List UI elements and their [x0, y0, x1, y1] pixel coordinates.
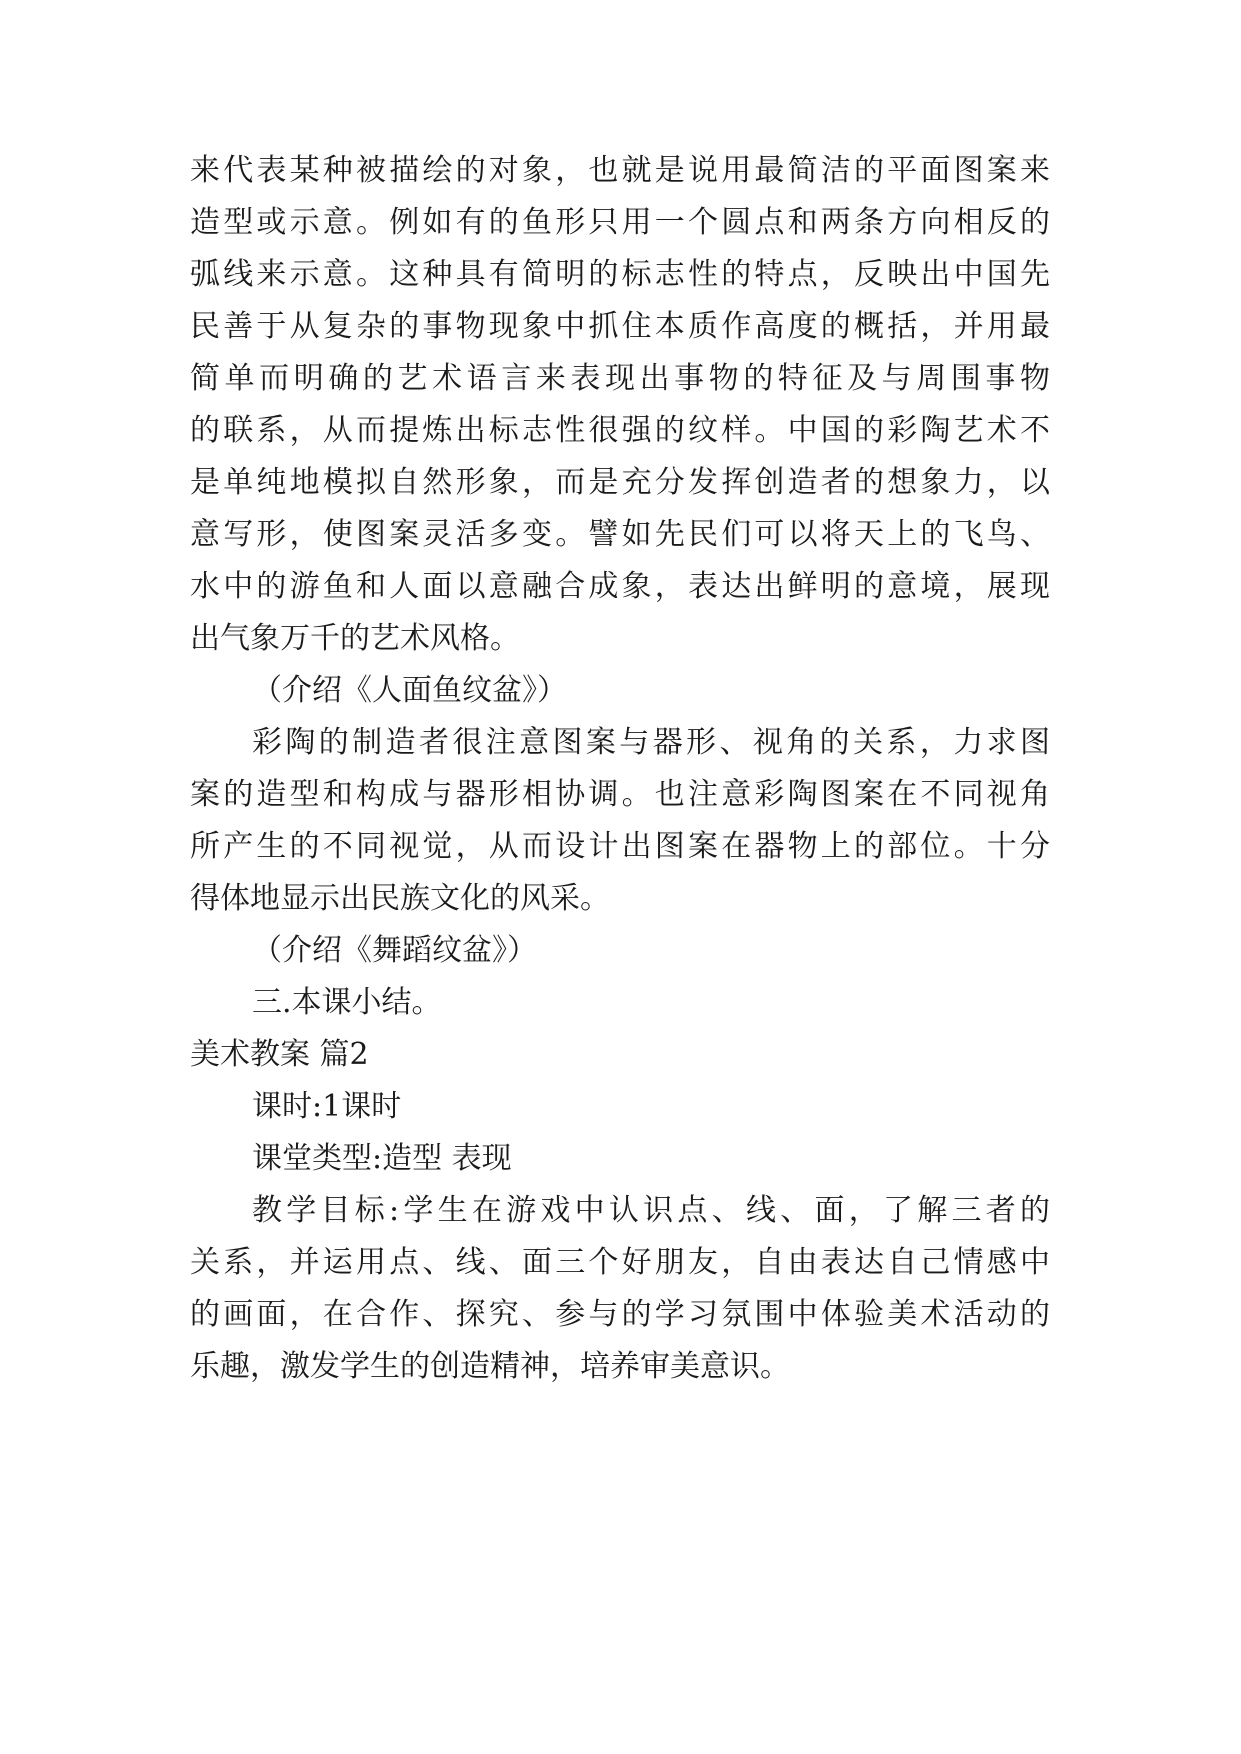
body-text-line: 来代表某种被描绘的对象，也就是说用最简洁的平面图案来 — [190, 153, 1050, 188]
class-hours: 课时:1课时 — [252, 1089, 402, 1124]
body-text-line: 案的造型和构成与器形相协调。也注意彩陶图案在不同视角 — [190, 777, 1050, 812]
body-text-line: 弧线来示意。这种具有简明的标志性的特点，反映出中国先 — [190, 257, 1050, 292]
body-text-line: 简单而明确的艺术语言来表现出事物的特征及与周围事物 — [190, 361, 1050, 396]
body-text-line: 关系，并运用点、线、面三个好朋友，自由表达自己情感中 — [190, 1245, 1050, 1280]
teaching-goal-first-line: 教学目标:学生在游戏中认识点、线、面，了解三者的 — [252, 1193, 1050, 1228]
artwork-note: （介绍《舞蹈纹盆》） — [252, 933, 537, 968]
body-text-line: 造型或示意。例如有的鱼形只用一个圆点和两条方向相反的 — [190, 205, 1050, 240]
lesson-summary-heading: 三.本课小结。 — [252, 985, 442, 1020]
body-text-line: 水中的游鱼和人面以意融合成象，表达出鲜明的意境，展现 — [190, 569, 1050, 604]
body-text-line: 的联系，从而提炼出标志性很强的纹样。中国的彩陶艺术不 — [190, 413, 1050, 448]
body-text-line: 乐趣，激发学生的创造精神，培养审美意识。 — [190, 1349, 790, 1384]
body-text-line: 所产生的不同视觉，从而设计出图案在器物上的部位。十分 — [190, 829, 1050, 864]
body-text-line: 的画面，在合作、探究、参与的学习氛围中体验美术活动的 — [190, 1297, 1050, 1332]
paragraph-first-line: 彩陶的制造者很注意图案与器形、视角的关系，力求图 — [252, 725, 1050, 760]
body-text-line: 意写形，使图案灵活多变。譬如先民们可以将天上的飞鸟、 — [190, 517, 1050, 552]
artwork-note: （介绍《人面鱼纹盆》） — [252, 673, 567, 708]
section-title: 美术教案 篇2 — [190, 1037, 369, 1072]
body-text-line: 出气象万千的艺术风格。 — [190, 621, 520, 656]
class-type: 课堂类型:造型 表现 — [252, 1141, 512, 1176]
body-text-line: 得体地显示出民族文化的风采。 — [190, 881, 610, 916]
body-text-line: 是单纯地模拟自然形象，而是充分发挥创造者的想象力，以 — [190, 465, 1050, 500]
body-text-line: 民善于从复杂的事物现象中抓住本质作高度的概括，并用最 — [190, 309, 1050, 344]
